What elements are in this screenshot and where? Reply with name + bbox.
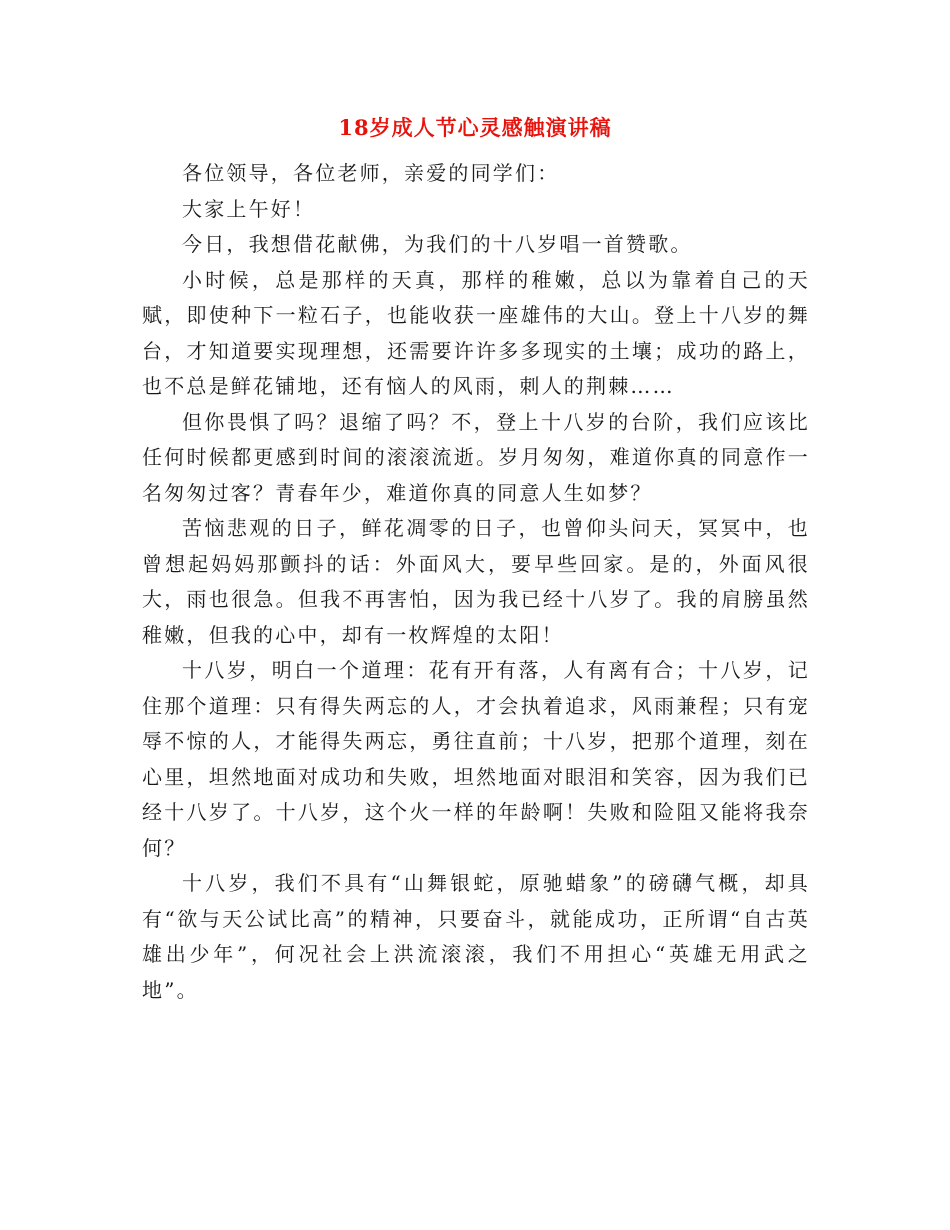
paragraph-childhood: 小时候，总是那样的天真，那样的稚嫩，总以为靠着自己的天赋，即使种下一粒石子，也能收获一座雄伟的大山。登上十八岁的舞台，才知道要实现理想，还需要许许多多现实的土壤；成功的路上，也不总是鲜花铺地，还有恼人的风雨，刺人的荆棘…… bbox=[142, 267, 810, 398]
paragraph-courage: 但你畏惧了吗？退缩了吗？不，登上十八岁的台阶，我们应该比任何时候都更感到时间的滚滚流逝。岁月匆匆，难道你真的同意作一名匆匆过客？青春年少，难道你真的同意人生如梦？ bbox=[142, 409, 810, 505]
document-body bbox=[142, 156, 810, 1008]
paragraph-reason: 十八岁，明白一个道理：花有开有落，人有离有合；十八岁，记住那个道理：只有得失两忘的人，才会执着追求，风雨兼程；只有宠辱不惊的人，才能得失两忘，勇往直前；十八岁，把那个道理，刻在心里，坦然地面对成功和失败，坦然地面对眼泪和笑容，因为我们已经十八岁了。十八岁，这个火一样的年龄啊！失败和险阻又能将我奈何？ bbox=[142, 658, 810, 860]
document-title: 18岁成人节心灵感触演讲稿 bbox=[338, 115, 612, 140]
paragraph-intro: 今日，我想借花献佛，为我们的十八岁唱一首赞歌。 bbox=[182, 232, 693, 256]
paragraph-good-morning: 大家上午好！ bbox=[182, 196, 316, 221]
paragraph-hardship: 苦恼悲观的日子，鲜花凋零的日子，也曾仰头问天，冥冥中，也曾想起妈妈那颤抖的话：外面风大，要早些回家。是的，外面风很大，雨也很急。但我不再害怕，因为我已经十八岁了。我的肩膀虽然稚嫩，但我的心中，却有一枚辉煌的太阳！ bbox=[142, 516, 810, 647]
paragraph-spirit: 十八岁，我们不具有“山舞银蛇，原驰蜡象”的磅礴气概，却具有“欲与天公试比高”的精神，只要奋斗，就能成功，正所谓“自古英雄出少年”，何况社会上洪流滚滚，我们不用担心“英雄无用武之地”。 bbox=[142, 871, 810, 1002]
paragraph-greeting: 各位领导，各位老师，亲爱的同学们： bbox=[182, 161, 560, 185]
